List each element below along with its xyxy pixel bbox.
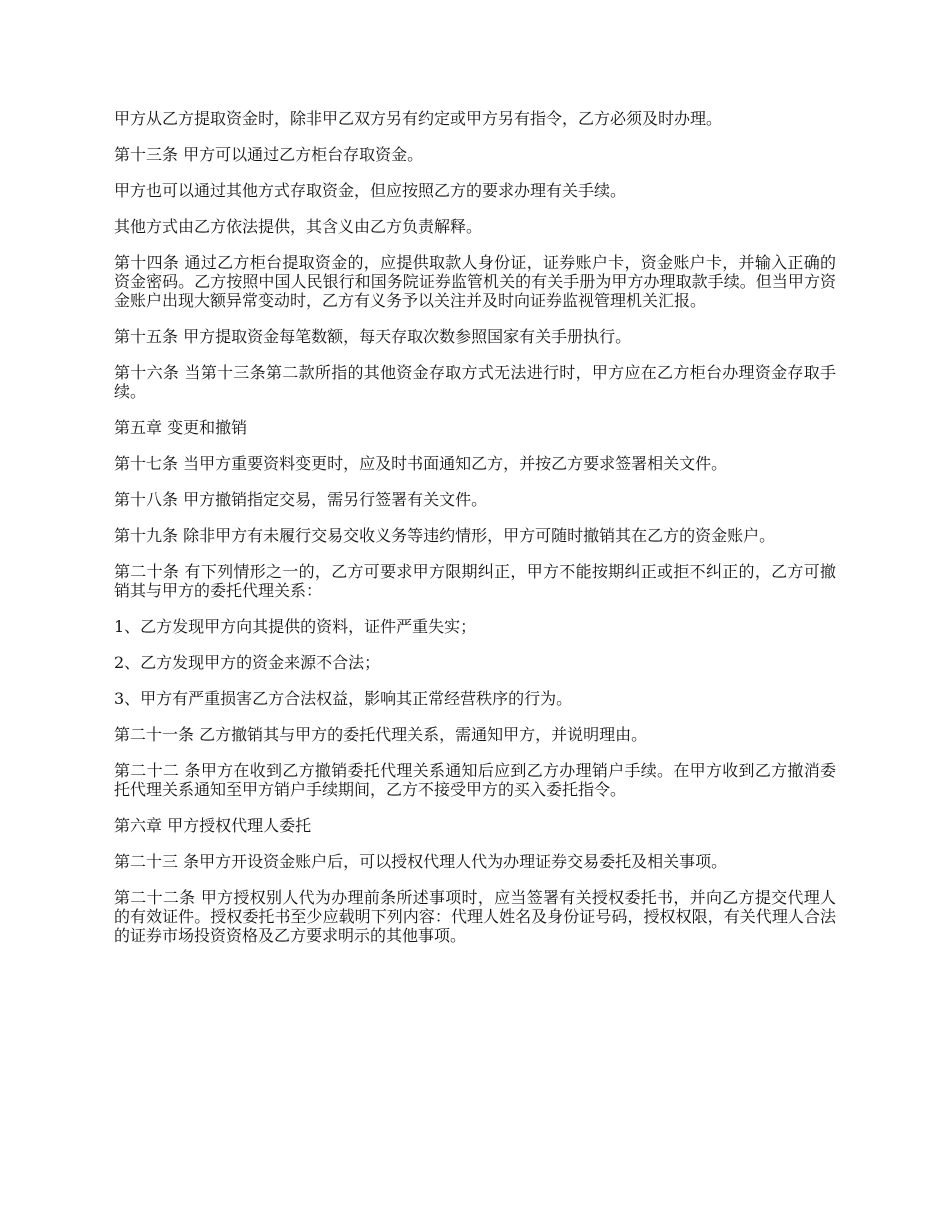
paragraph-article-23: 第二十三 条甲方开设资金账户后，可以授权代理人代为办理证券交易委托及相关事项。	[114, 852, 728, 871]
chapter-5-heading: 第五章 变更和撤销	[114, 418, 248, 437]
paragraph-other-methods-explanation: 其他方式由乙方依法提供，其含义由乙方负责解释。	[114, 217, 483, 236]
list-item-1: 1、乙方发现甲方向其提供的资料，证件严重失实；	[114, 617, 477, 636]
paragraph-other-methods: 甲方也可以通过其他方式存取资金，但应按照乙方的要求办理有关手续。	[114, 181, 627, 200]
paragraph-article-19: 第十九条 除非甲方有未履行交易交收义务等违约情形，甲方可随时撤销其在乙方的资金账户。	[114, 526, 776, 545]
paragraph-article-22-authorization: 第二十二条 甲方授权别人代为办理前条所述事项时，应当签署有关授权委托书，并向乙方提交代理人的有效证件。授权委托书至少应载明下列内容：代理人姓名及身份证号码，授权权限，有关代理人合法的证券市场投资资格及乙方要求明示的其他事项。	[114, 888, 836, 945]
paragraph-article-18: 第十八条 甲方撤销指定交易，需另行签署有关文件。	[114, 490, 488, 509]
document-body	[114, 109, 836, 962]
list-item-3: 3、甲方有严重损害乙方合法权益，影响其正常经营秩序的行为。	[114, 689, 573, 708]
chapter-6-heading: 第六章 甲方授权代理人委托	[114, 816, 312, 835]
list-item-2: 2、乙方发现甲方的资金来源不合法；	[114, 653, 381, 672]
paragraph-article-21: 第二十一条 乙方撤销其与甲方的委托代理关系，需通知甲方，并说明理由。	[114, 725, 648, 744]
paragraph-article-16: 第十六条 当第十三条第二款所指的其他资金存取方式无法进行时，甲方应在乙方柜台办理资金存取手续。	[114, 363, 836, 401]
paragraph-article-13: 第十三条 甲方可以通过乙方柜台存取资金。	[114, 145, 424, 164]
paragraph-article-22: 第二十二 条甲方在收到乙方撤销委托代理关系通知后应到乙方办理销户手续。在甲方收到乙方撤消委托代理关系通知至甲方销户手续期间，乙方不接受甲方的买入委托指令。	[114, 761, 836, 799]
paragraph-article-14: 第十四条 通过乙方柜台提取资金的，应提供取款人身份证，证券账户卡，资金账户卡，并输入正确的资金密码。乙方按照中国人民银行和国务院证券监管机关的有关手册为甲方办理取款手续。但当甲方资金账户出现大额异常变动时，乙方有义务予以关注并及时向证券监视管理机关汇报。	[114, 253, 836, 310]
paragraph-article-20: 第二十条 有下列情形之一的，乙方可要求甲方限期纠正，甲方不能按期纠正或拒不纠正的，乙方可撤销其与甲方的委托代理关系：	[114, 562, 836, 600]
paragraph-article-17: 第十七条 当甲方重要资料变更时，应及时书面通知乙方，并按乙方要求签署相关文件。	[114, 454, 728, 473]
paragraph-withdrawal-processing: 甲方从乙方提取资金时，除非甲乙双方另有约定或甲方另有指令，乙方必须及时办理。	[114, 109, 723, 128]
paragraph-article-15: 第十五条 甲方提取资金每笔数额，每天存取次数参照国家有关手册执行。	[114, 327, 632, 346]
